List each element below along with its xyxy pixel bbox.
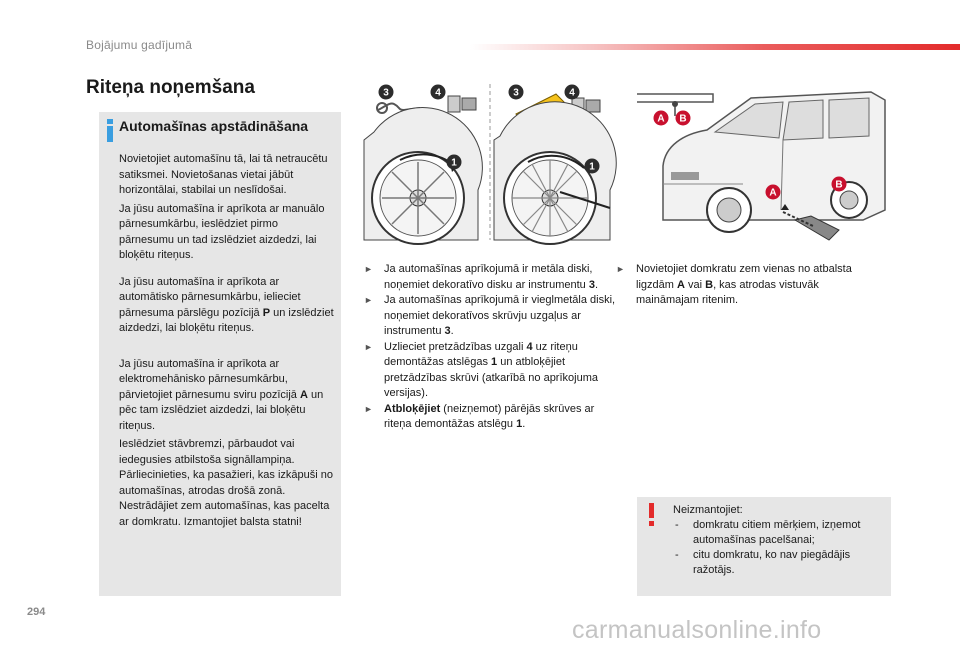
list-item: ► Atbloķējiet (neizņemot) pārējās skrūves ar riteņa demontāžas atslēgu 1. [364,402,595,430]
info-paragraph: Pārliecinieties, ka pasažieri, kas izkāpuši no automašīnas, atrodas drošā zonā. [119,469,333,497]
list-item: ► Uzlieciet pretzādzības uzgali 4 uz riteņu demontāžas atslēgas 1 un atbloķējiet pretzādzības skrūvi (atkarībā no aprīkojuma versijas). [364,340,598,399]
callout-3: 3 [513,87,519,99]
section-title: Riteņa noņemšana [86,77,255,98]
warning-item: - domkratu citiem mērķiem, izņemot automašīnas pacelšanai; [675,519,861,546]
list-item: ► Ja automašīnas aprīkojumā ir metāla diski, noņemiet dekoratīvo disku ar instrumentu 3. [364,263,599,291]
bullet-icon: ► [364,295,373,305]
van-jack-illustration [633,80,891,248]
callout-B: B [835,179,843,191]
bullet-icon: ► [616,264,625,274]
callout-1: 1 [451,157,457,169]
info-box-body [119,152,335,530]
info-box [99,112,341,596]
callout-1: 1 [589,161,595,173]
info-paragraph: Nestrādājiet zem automašīnas, kas pacelta ar domkratu. Izmantojiet balsta statni! [119,500,330,528]
callout-4: 4 [569,87,575,99]
list-item: ► Novietojiet domkratu zem vienas no atbalsta ligzdām A vai B, kas atrodas vistuvāk maināmajam ritenim. [616,263,852,306]
jack-placement-step [614,262,884,309]
callout-A: A [657,113,665,125]
info-paragraph: Ieslēdziet stāvbremzi, pārbaudot vai iedegusies atbilstoša signāllampiņa. [119,438,295,466]
chapter-header: Bojājumu gadījumā [86,38,193,52]
wheel-removal-steps [362,262,624,433]
info-paragraph: Ja jūsu automašīna ir aprīkota ar elektromehānisko pārnesumkārbu, pārvietojiet pārnesumu sviru pozīcijā A un pēc tam izslēdziet aizdedzi, lai bloķētu riteņus. [119,357,324,432]
warning-title: Neizmantojiet: [673,504,743,516]
bullet-icon: ► [364,264,373,274]
warning-box [637,497,891,596]
info-paragraph: Ja jūsu automašīna ir aprīkota ar manuālo pārnesumkārbu, ieslēdziet pirmo pārnesumu un tad izslēdziet aizdedzi, lai bloķētu riteņus. [119,202,325,261]
callout-B: B [679,113,687,125]
wheel-tools-illustration [360,80,618,248]
warning-icon [649,503,655,527]
callout-A: A [769,187,777,199]
warning-body [673,503,885,578]
bullet-icon: ► [364,403,373,414]
header-accent-bar [470,44,960,50]
list-item: ► Ja automašīnas aprīkojumā ir vieglmetāla diski, noņemiet dekoratīvos skrūvju uzgaļus ar instrumentu 3. [364,294,616,337]
callout-3: 3 [383,87,389,99]
info-paragraph: Novietojiet automašīnu tā, lai tā netraucētu satiksmei. Novietošanas vietai jābūt horizontālai, stabilai un neslīdošai. [119,153,328,196]
page-number: 294 [27,606,46,618]
warning-item: - citu domkratu, ko nav piegādājis ražotājs. [675,549,851,576]
info-box-title: Automašīnas apstādināšana [119,118,309,134]
info-icon [104,119,116,143]
info-paragraph: Ja jūsu automašīna ir aprīkota ar automātisko pārnesumkārbu, ielieciet pārnesuma pārslēgu pozīcijā P un izslēdziet aizdedzi, lai bloķētu riteņus. [119,275,334,334]
bullet-icon: ► [364,341,373,352]
callout-4: 4 [435,87,441,99]
watermark: carmanualsonline.info [572,616,822,644]
